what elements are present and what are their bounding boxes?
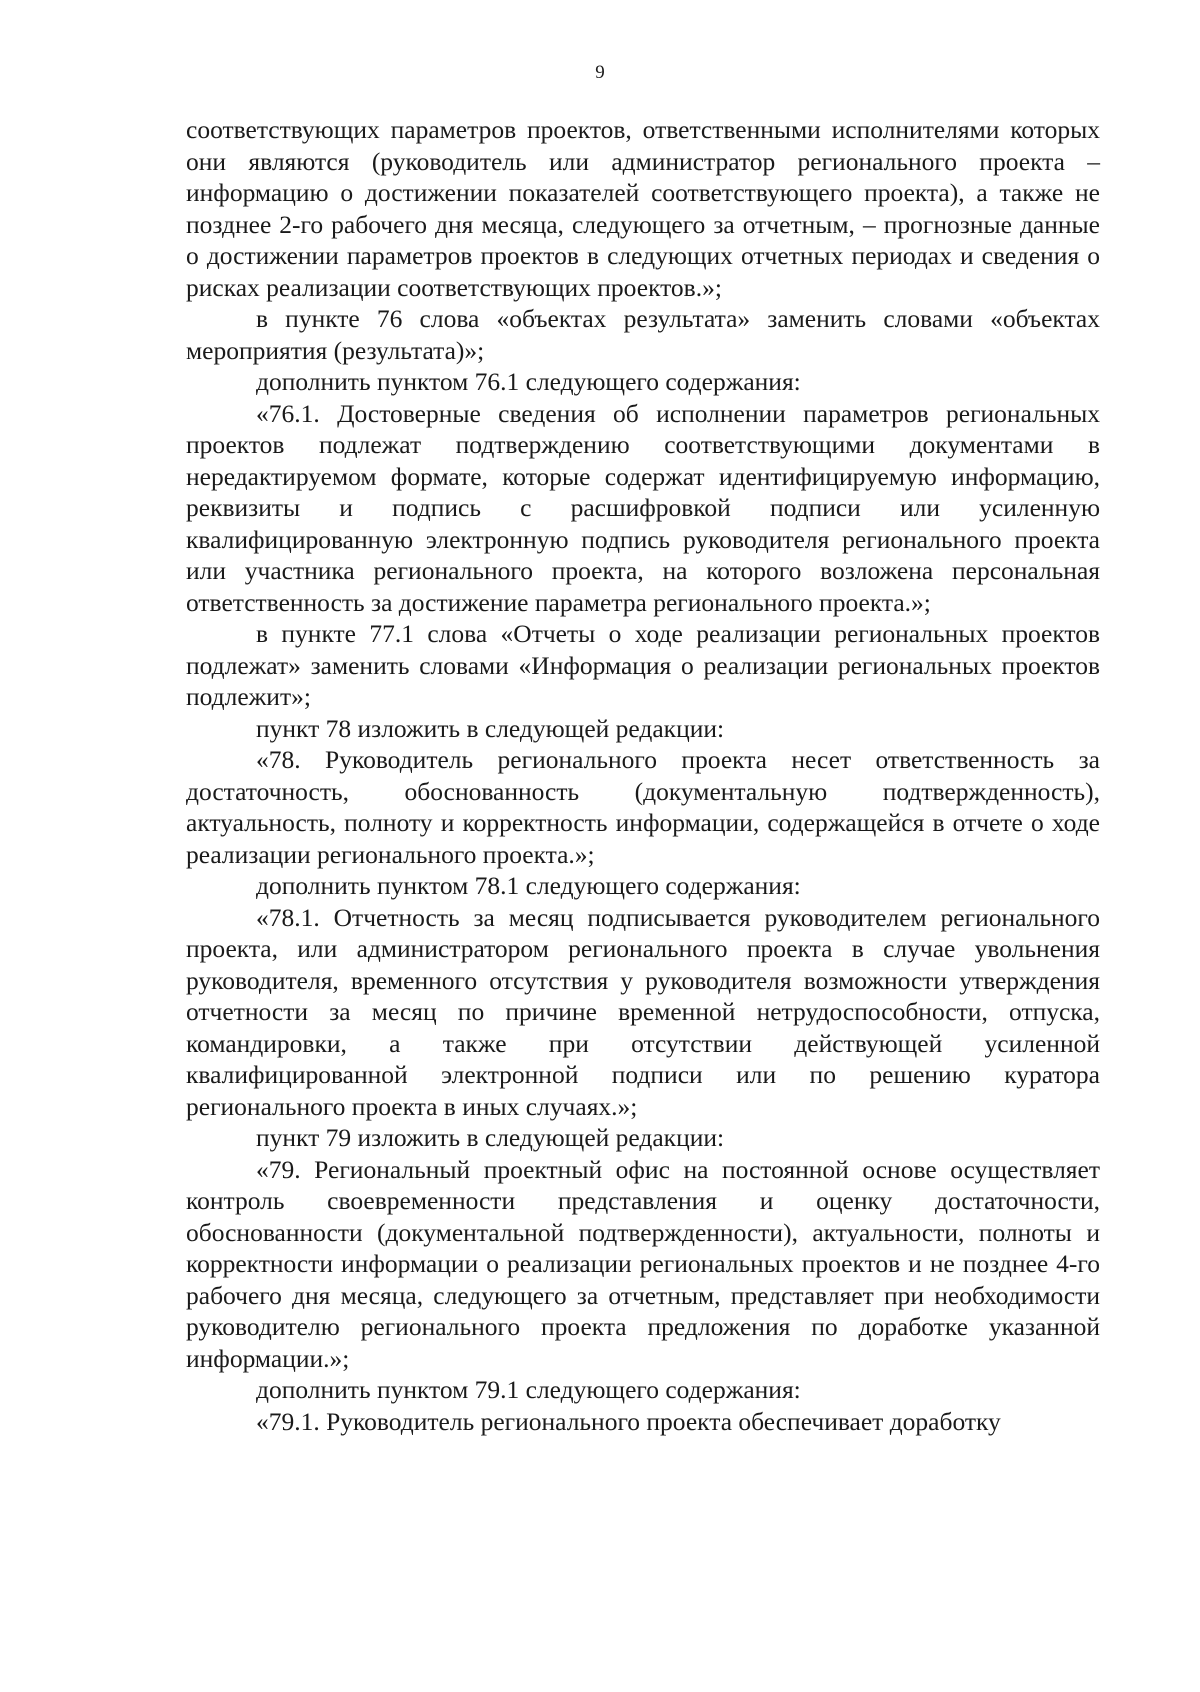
paragraph-79-1-text: «79.1. Руководитель регионального проекта обеспечивает доработку <box>256 1406 1001 1436</box>
paragraph-78-1-text: «78.1. Отчетность за месяц подписывается руководителем регионального проекта, или администратором регионального проекта в случае увольнения руководителя, временного отсутствия у руководителя возможности утверждения отчетности за месяц по причине временной нетрудоспособности, отпуска, командировки, а также при отсутствии действующей усиленной квалифицированной электронной подписи или по решению куратора регионального проекта в иных случаях.»; <box>186 902 1100 1121</box>
paragraph-add-76-1: дополнить пунктом 76.1 следующего содержания: <box>256 367 801 396</box>
paragraph-76-1-text: «76.1. Достоверные сведения об исполнении параметров региональных проектов подлежат подтверждению соответствующими документами в нередактируемом формате, которые содержат идентифицируемую информацию, реквизиты и подпись с расшифровкой подписи или усиленную квалифицированную электронную подпись руководителя регионального проекта или участника регионального проекта, на которого возложена персональная ответственность за достижение параметра регионального проекта.»; <box>186 398 1100 617</box>
paragraph-item-76: в пункте 76 слова «объектах результата» заменить словами «объектах мероприятия (результата)»; <box>186 304 1100 365</box>
document-body <box>186 114 1100 1437</box>
paragraph-79-text: «79. Региональный проектный офис на постоянной основе осуществляет контроль своевременности представления и оценку достаточности, обоснованности (документальной подтвержденности), актуальности, полноты и корректности информации о реализации региональных проектов и не позднее 4-го рабочего дня месяца, следующего за отчетным, представляет при необходимости руководителю регионального проекта предложения по доработке указанной информации.»; <box>186 1154 1100 1373</box>
paragraph-continuation: соответствующих параметров проектов, ответственными исполнителями которых они являются (руководитель или администратор регионального проекта – информацию о достижении показателей соответствующего проекта), а также не позднее 2-го рабочего дня месяца, следующего за отчетным, – прогнозные данные о достижении параметров проектов в следующих отчетных периодах и сведения о рисках реализации соответствующих проектов.»; <box>186 115 1100 302</box>
paragraph-item-79: пункт 79 изложить в следующей редакции: <box>256 1123 725 1152</box>
paragraph-78-text: «78. Руководитель регионального проекта несет ответственность за достаточность, обоснованность (документальную подтвержденность), актуальность, полноту и корректность информации, содержащейся в отчете о ходе реализации регионального проекта.»; <box>186 745 1100 869</box>
paragraph-item-77-1: в пункте 77.1 слова «Отчеты о ходе реализации региональных проектов подлежат» заменить словами «Информация о реализации региональных проектов подлежит»; <box>186 619 1100 711</box>
page-number: 9 <box>595 62 605 83</box>
paragraph-item-78: пункт 78 изложить в следующей редакции: <box>256 713 725 743</box>
paragraph-add-78-1: дополнить пунктом 78.1 следующего содержания: <box>256 871 801 900</box>
paragraph-add-79-1: дополнить пунктом 79.1 следующего содержания: <box>256 1375 801 1404</box>
